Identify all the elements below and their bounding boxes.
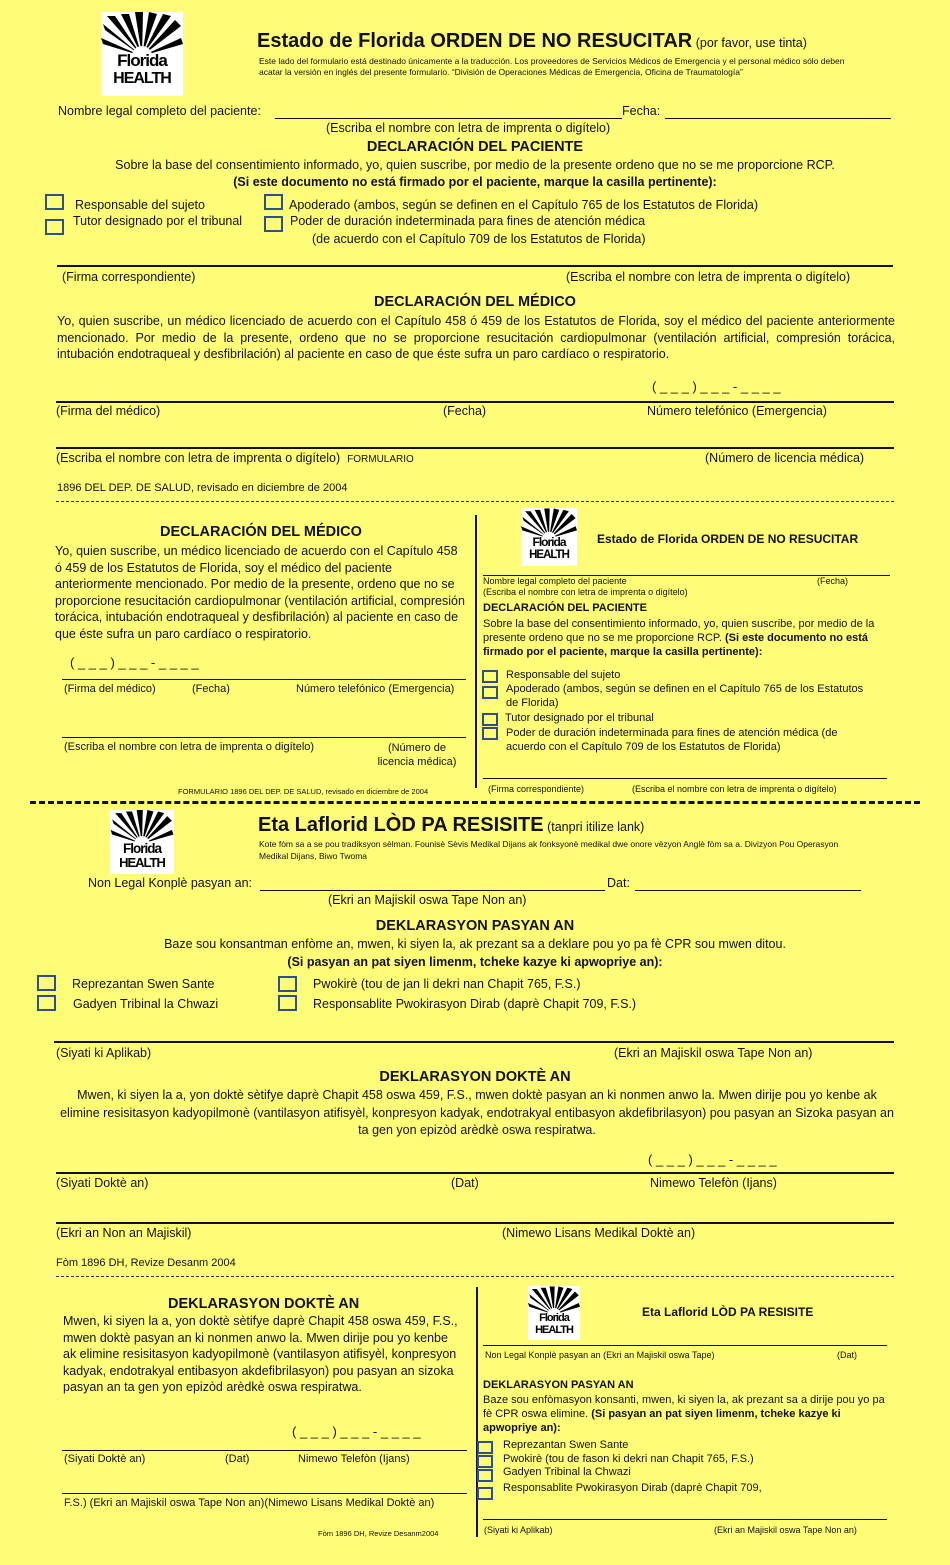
ht-phys-date-label: (Dat) — [451, 1176, 479, 1190]
wallet-checkbox-guardian[interactable] — [482, 713, 498, 726]
wallet-phys-date: (Fecha) — [192, 683, 230, 695]
ht-wallet-sig-label: (Siyati ki Aplikab) — [484, 1525, 553, 1535]
ht-wallet-opt2: Pwokirè (tou de fason ki dekri nan Chapit 765, F.S.) — [503, 1453, 754, 1465]
patient-heading: DECLARACIÓN DEL PACIENTE — [366, 139, 584, 155]
ht-physician-signature-line[interactable] — [56, 1172, 894, 1174]
fold-line — [30, 801, 920, 804]
ht-wallet-print-line[interactable] — [62, 1493, 467, 1494]
wallet-patient-heading: DECLARACIÓN DEL PACIENTE — [483, 602, 647, 614]
ht-checkbox-guardian[interactable] — [37, 995, 56, 1011]
ht-cut-line — [56, 1276, 894, 1277]
ht-wallet-phys-date: (Dat) — [225, 1453, 250, 1465]
logo-text-health: HEALTH — [119, 855, 165, 870]
ht-patient-note: (Si pasyan an pat siyen limenm, tcheke kazye ki apwopriye an): — [287, 955, 663, 969]
ht-license-label: (Nimewo Lisans Medikal Doktè an) — [502, 1226, 696, 1240]
phone-blank[interactable]: ( _ _ _ ) _ _ _ - _ _ _ _ — [652, 379, 781, 394]
ht-opt2: Gadyen Tribinal la Chwazi — [73, 997, 219, 1011]
ht-phys-print-label: (Ekri an Non an Majiskil) — [56, 1226, 192, 1240]
physician-signature-line[interactable] — [56, 401, 894, 403]
wallet-name-label: Nombre legal completo del paciente — [483, 576, 627, 586]
ht-physician-print-line[interactable] — [56, 1222, 894, 1224]
physician-text: Yo, quien suscribe, un médico licenciado de acuerdo con el Capítulo 458 ó 459 de los Estatutos de Florida, soy el médico del paciente anteriormente mencionado. Por medio de la presente, ordeno que no se proporcione resucitación cardiopulmonar (ventilación artificial, compresión torácica, intubación endotraqueal y desfibrilación) al paciente en caso de que éste sufra un paro cardíaco o respiratorio. — [57, 314, 895, 361]
logo-text-florida: Florida — [117, 51, 167, 70]
cut-line — [56, 501, 894, 502]
ht-patient-name-label: Non Legal Konplè pasyan an: — [88, 876, 253, 890]
wallet-sig-line[interactable] — [483, 778, 887, 779]
ht-wallet-patient-text: Baze sou enfòmasyon konsanti, mwen, ki siyen la, ak prezant sa a dirije pou yo pa fè CPR oswa elimine. (Si pasyan an pat siyen limenm, tcheke kazye ki apwopriye an): — [483, 1394, 885, 1434]
checkbox-proxy[interactable] — [264, 194, 283, 210]
ht-opt4: Responsablite Pwokirasyon Dirab (daprè Chapit 709, F.S.) — [313, 997, 637, 1011]
wallet-sig-label: (Firma correspondiente) — [488, 784, 585, 794]
wallet-phys-print: (Escriba el nombre con letra de imprenta o digítelo) — [64, 741, 315, 753]
print-name-hint: (Escriba el nombre con letra de imprenta o digítelo) — [326, 121, 611, 135]
ht-wallet-opt1: Reprezantan Swen Sante — [503, 1439, 629, 1451]
ht-checkbox-proxy[interactable] — [278, 976, 297, 992]
wallet-opt3: Tutor designado por el tribunal — [505, 712, 654, 724]
ht-wallet-sig-line[interactable] — [62, 1450, 467, 1451]
wallet-phys-sig-line[interactable] — [62, 679, 466, 680]
checkbox-responsible[interactable] — [45, 194, 64, 210]
florida-health-logo — [110, 810, 174, 874]
ht-wallet-patient-heading: DEKLARASYON PASYAN AN — [483, 1379, 634, 1391]
florida-health-logo — [101, 12, 183, 96]
ht-patient-heading: DEKLARASYON PASYAN AN — [375, 918, 575, 934]
phys-sig-label: (Firma del médico) — [56, 404, 161, 418]
wallet-opt2: Apoderado (ambos, según se definen en el Capítulo 765 de los Estatutos de Florida) — [506, 683, 864, 709]
ht-wallet-physician-heading: DEKLARASYON DOKTÈ AN — [168, 1296, 360, 1312]
signature-print-label: (Escriba el nombre con letra de imprenta o digítelo) — [566, 270, 851, 284]
signature-line[interactable] — [57, 265, 893, 267]
signature-label: (Firma correspondiente) — [62, 270, 196, 284]
ht-form-title: Eta Laflorid LÒD PA RESISITE (tanpri itilize lank) — [258, 814, 645, 836]
opt-poa-cont: (de acuerdo con el Capítulo 709 de los Estatutos de Florida) — [312, 232, 646, 246]
ht-checkbox-rep[interactable] — [37, 975, 56, 991]
disclaimer: Este lado del formulario está destinado únicamente a la traducción. Los proveedores de Servicios Médicos de Emergencia y el personal médico sólo deben acatar la versión en inglés del presente formulario. “División de Operaciones Médicas de Emergencia, Oficina de Traumatología” — [259, 56, 845, 77]
opt-responsible: Responsable del sujeto — [75, 198, 205, 212]
logo-text-florida: Florida — [122, 841, 161, 856]
ht-signature-label: (Siyati ki Aplikab) — [56, 1046, 152, 1060]
florida-health-logo — [521, 508, 577, 566]
logo-text-health: HEALTH — [113, 70, 171, 87]
ht-wallet-checkbox-poa[interactable] — [477, 1487, 493, 1500]
ht-wallet-checkbox-proxy[interactable] — [477, 1455, 493, 1468]
phys-print-label: (Escriba el nombre con letra de imprenta o digítelo) FORMULARIO — [56, 451, 414, 465]
ht-date-label: Dat: — [607, 876, 630, 890]
form-revision: 1896 DEL DEP. DE SALUD, revisado en diciembre de 2004 — [57, 482, 348, 494]
ht-wallet-sig-print: (Ekri an Majiskil oswa Tape Non an) — [714, 1525, 857, 1535]
logo-text-florida: Florida — [532, 535, 566, 549]
wallet-opt4: Poder de duración indeterminada para fines de atención médica (de acuerdo con el Capítulo 709 de los Estatutos de Florida) — [506, 727, 838, 753]
physician-heading: DECLARACIÓN DEL MÉDICO — [374, 294, 576, 310]
ht-signature-print-label: (Ekri an Majiskil oswa Tape Non an) — [614, 1046, 813, 1060]
opt-proxy: Apoderado (ambos, según se definen en el Capítulo 765 de los Estatutos de Florida) — [289, 198, 759, 212]
ht-wallet-phone-blank[interactable]: ( _ _ _ ) _ _ _ - _ _ _ _ — [292, 1424, 421, 1439]
ht-wallet-title: Eta Laflorid LÒD PA RESISITE — [642, 1305, 814, 1319]
ht-signature-line[interactable] — [54, 1041, 894, 1043]
ht-disclaimer: Kote fòm sa a se pou tradiksyon sèlman. Founisè Sèvis Medikal Dijans ak fonksyonè medikal dwe onore vèzyon Anglè fòm sa a. Divizyon Pou Operasyon Medikal Dijans, Biwo Twoma — [259, 839, 839, 861]
wallet-patient-text: Sobre la base del consentimiento informado, yo, quien suscribe, por medio de la presente ordeno que no se me proporcione RCP. (Si este documento no está firmado por el paciente, marque la casilla pertinente): — [483, 618, 875, 658]
logo-text-florida: Florida — [539, 1312, 569, 1324]
wallet-date-label: (Fecha) — [817, 576, 849, 586]
ht-physician-heading: DEKLARASYON DOKTÈ AN — [379, 1069, 571, 1085]
patient-note: (Si este documento no está firmado por el paciente, marque la casilla pertinente): — [233, 175, 717, 189]
ht-opt1: Reprezantan Swen Sante — [72, 977, 215, 991]
physician-print-line[interactable] — [56, 447, 894, 449]
patient-name-label: Nombre legal completo del paciente: — [58, 104, 261, 118]
ht-wallet-phys-phone: Nimewo Telefòn (Ijans) — [298, 1453, 410, 1465]
logo-text-health: HEALTH — [535, 1324, 573, 1336]
ht-form-revision: Fòm 1896 DH, Revize Desanm 2004 — [56, 1257, 236, 1269]
ht-wallet-sig-line[interactable] — [483, 1519, 887, 1520]
wallet-title: Estado de Florida ORDEN DE NO RESUCITAR — [597, 532, 859, 546]
checkbox-poa[interactable] — [264, 216, 283, 232]
wallet-physician-heading: DECLARACIÓN DEL MÉDICO — [160, 524, 362, 540]
wallet-form-rev: FORMULARIO 1896 DEL DEP. DE SALUD, revisado en diciembre de 2004 — [178, 787, 429, 796]
wallet-checkbox-poa[interactable] — [482, 727, 498, 740]
form-title: Estado de Florida ORDEN DE NO RESUCITAR (por favor, use tinta) — [257, 30, 807, 52]
date-label: Fecha: — [622, 104, 661, 118]
phys-phone-label: Número telefónico (Emergencia) — [647, 404, 827, 418]
ht-wallet-phys-sig: (Siyati Doktè an) — [64, 1453, 146, 1465]
license-label: (Número de licencia médica) — [705, 451, 865, 465]
ht-wallet-opt4: Responsablite Pwokirasyon Dirab (daprè Chapit 709, — [503, 1482, 762, 1494]
ht-wallet-checkbox-guardian[interactable] — [477, 1469, 493, 1482]
ht-opt3: Pwokirè (tou de jan li dekri nan Chapit 765, F.S.) — [313, 977, 581, 991]
date-line[interactable] — [665, 118, 891, 119]
wallet-checkbox-proxy[interactable] — [482, 686, 498, 699]
wallet-physician-text: Yo, quien suscribe, un médico licenciado de acuerdo con el Capítulo 458 ó 459 de los Estatutos de Florida, soy el médico del paciente anteriormente mencionado. Por medio de la presente, ordeno que no se proporcione resucitación cardiopulmonar (ventilación artificial, compresión torácica, intubación endotraqueal y desfibrilación) al paciente en caso de que éste sufra un paro cardíaco o respiratorio. — [55, 544, 465, 641]
phys-date-label: (Fecha) — [443, 404, 487, 418]
wallet-phys-sig: (Firma del médico) — [64, 683, 156, 695]
ht-wallet-name-label: Non Legal Konplè pasyan an (Ekri an Majiskil oswa Tape) — [485, 1350, 715, 1360]
ht-patient-name-line[interactable] — [260, 890, 605, 891]
ht-wallet-checkbox-rep[interactable] — [477, 1441, 493, 1454]
opt-guardian: Tutor designado por el tribunal — [73, 214, 243, 228]
logo-text-health: HEALTH — [529, 549, 569, 561]
ht-checkbox-poa[interactable] — [278, 995, 297, 1011]
ht-phys-sig-label: (Siyati Doktè an) — [56, 1176, 149, 1190]
ht-wallet-name-line[interactable] — [483, 1345, 887, 1346]
florida-health-logo — [528, 1286, 580, 1340]
wallet-phys-print-line[interactable] — [62, 737, 466, 738]
ht-date-line[interactable] — [635, 890, 861, 891]
wallet-checkbox-responsible[interactable] — [482, 670, 498, 683]
ht-wallet-print-license: F.S.) (Ekri an Majiskil oswa Tape Non an)(Nimewo Lisans Medikal Doktè an) — [64, 1497, 435, 1509]
ht-phone-blank[interactable]: ( _ _ _ ) _ _ _ - _ _ _ _ — [648, 1152, 777, 1167]
ht-wallet-form-rev: Fòm 1896 DH, Revize Desanm2004 — [318, 1529, 439, 1538]
ht-physician-text: Mwen, ki siyen la a, yon doktè sètifye daprè Chapit 458 oswa 459, F.S., mwen doktè pasyan an ki nonmen anwo la. Mwen dirije pou yo kenbe ak elimine resisitasyon kadyopilmonè (vantilasyon atifisyèl, konpresyon kadyak, endotrakyal entibasyon akdefibrilasyon) pou pasyan an Sizoka pasyan an ta gen yon epizòd arèdkè oswa respiratwa. — [60, 1088, 894, 1137]
wallet-sig-print: (Escriba el nombre con letra de imprenta o digítelo) — [632, 784, 837, 794]
wallet-print-hint: (Escriba el nombre con letra de imprenta o digítelo) — [483, 587, 688, 597]
wallet-phys-phone: Número telefónico (Emergencia) — [296, 683, 455, 695]
wallet-opt1: Responsable del sujeto — [506, 669, 621, 681]
ht-patient-text: Baze sou konsantman enfòme an, mwen, ki siyen la, ak prezant sa a deklare pou yo pa fè CPR sou mwen ditou. — [164, 937, 786, 951]
ht-wallet-physician-text: Mwen, ki siyen la a, yon doktè sètifye daprè Chapit 458 oswa 459, F.S., mwen doktè pasyan an ki nonmen anwo la. Mwen dirije pou yo kenbe ak elimine resisitasyon kadyopilmonè (vantilasyon atifisyèl, konpresyon kadyak, endotrakyal entibasyon akdefibrilasyon) pou pasyan an sizoka pasyan an ta gen yon epizòd arèdkè oswa respiratwa. — [63, 1314, 458, 1394]
ht-phys-phone-label: Nimewo Telefòn (Ijans) — [650, 1176, 777, 1190]
patient-name-line[interactable] — [275, 118, 622, 119]
ht-print-name-hint: (Ekri an Majiskil oswa Tape Non an) — [328, 893, 527, 907]
patient-text: Sobre la base del consentimiento informado, yo, quien suscribe, por medio de la presente ordeno que no se me proporcione RCP. — [115, 158, 835, 172]
ht-wallet-opt3: Gadyen Tribinal la Chwazi — [503, 1466, 631, 1478]
checkbox-guardian[interactable] — [45, 219, 64, 235]
opt-poa: Poder de duración indeterminada para fines de atención médica — [290, 214, 646, 228]
wallet-phone-blank[interactable]: ( _ _ _ ) _ _ _ - _ _ _ _ — [70, 655, 199, 670]
ht-wallet-date-label: (Dat) — [837, 1350, 857, 1360]
wallet-license: (Número de licencia médica) — [377, 742, 457, 768]
wallet-divider — [475, 515, 477, 788]
